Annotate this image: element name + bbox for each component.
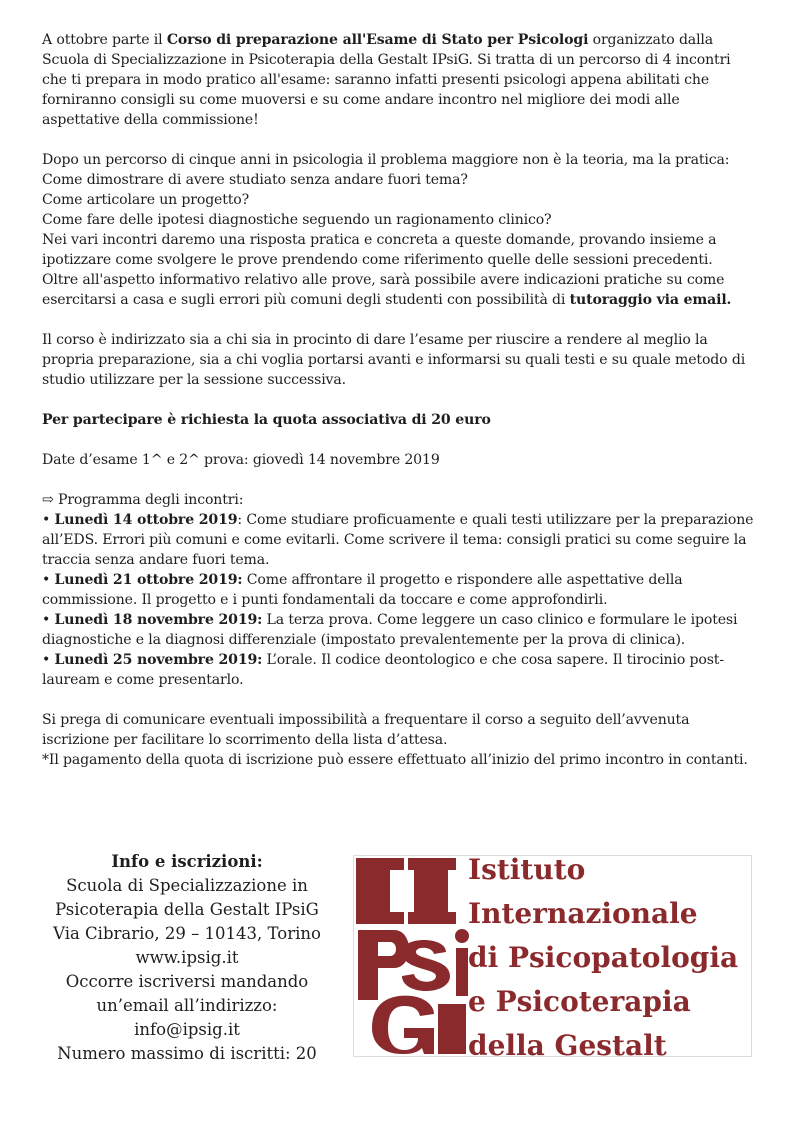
monogram-mark <box>356 858 469 1054</box>
school-address: Via Cibrario, 29 – 10143, Torino <box>53 924 321 943</box>
course-name: Corso di preparazione all'Esame di Stato per Psicologi <box>166 32 589 48</box>
email-link[interactable]: info@ipsig.it <box>134 1020 240 1039</box>
bullet: • <box>42 612 55 628</box>
max-participants: Numero massimo di iscritti: 20 <box>57 1044 317 1063</box>
notes-section <box>42 710 758 770</box>
program-item <box>42 610 758 650</box>
school-name: Scuola di Specializzazione in Psicoterapia della Gestalt IPsiG <box>55 876 319 919</box>
contact-title: Info e iscrizioni: <box>111 852 263 871</box>
program-item-text: : Come studiare proficuamente e quali testi utilizzare per la preparazione all’EDS. Errori più comuni e come evitarli. Come scrivere il tema: consigli pratici su come seguire la traccia senza andare fuori tema. <box>42 512 754 568</box>
contact-info <box>42 850 332 1066</box>
note-payment: *Il pagamento della quota di iscrizione può essere effettuato all’inizio del primo incontro in contanti. <box>42 752 748 768</box>
exam-dates: Date d’esame 1^ e 2^ prova: giovedì 14 novembre 2019 <box>42 452 440 468</box>
program-item-date: Lunedì 25 novembre 2019: <box>54 652 263 668</box>
answer-text: Nei vari incontri daremo una risposta pratica e concreta a queste domande, provando insieme a ipotizzare come svolgere le prove prendendo come riferimento quelle delle sessioni precedenti. <box>42 232 717 268</box>
program-item-date: Lunedì 18 novembre 2019: <box>54 612 263 628</box>
question-1: Come dimostrare di avere studiato senza andare fuori tema? <box>42 172 468 188</box>
logo-line-2: Internazionale <box>468 897 698 930</box>
website-link[interactable]: www.ipsig.it <box>135 948 239 967</box>
program-heading: ⇨ Programma degli incontri: <box>42 492 244 508</box>
bullet: • <box>42 652 55 668</box>
problem-statement: Dopo un percorso di cinque anni in psicologia il problema maggiore non è la teoria, ma la pratica: <box>42 152 730 168</box>
program-item-date: Lunedì 14 ottobre 2019 <box>54 512 238 528</box>
tutoring-highlight: tutoraggio via email. <box>569 292 732 308</box>
logo-line-1: Istituto <box>468 856 586 886</box>
fee-paragraph <box>42 410 758 430</box>
logo-graphic <box>354 856 751 1056</box>
intro-paragraph <box>42 30 758 130</box>
logo-line-3: di Psicopatologia <box>468 941 739 974</box>
bullet: • <box>42 512 55 528</box>
intro-text: A ottobre parte il <box>42 32 167 48</box>
note-waitlist: Si prega di comunicare eventuali impossibilità a frequentare il corso a seguito dell’avvenuta iscrizione per facilitare lo scorrimento della lista d’attesa. <box>42 712 690 748</box>
fee-notice: Per partecipare è richiesta la quota associativa di 20 euro <box>42 412 491 428</box>
program-item-text: Come affrontare il progetto e rispondere alle aspettative della commissione. Il progetto e i punti fondamentali da toccare e come approfondirli. <box>42 572 683 608</box>
bullet: • <box>42 572 55 588</box>
logo-line-4: e Psicoterapia <box>468 985 691 1018</box>
program-item <box>42 650 758 690</box>
audience-paragraph: Il corso è indirizzato sia a chi sia in procinto di dare l’esame per riuscire a rendere al meglio la propria preparazione, sia a chi voglia portarsi avanti e informarsi su quali testi e su quale metodo di studio utilizzare per la sessione successiva. <box>42 332 746 388</box>
problem-paragraph <box>42 150 758 310</box>
logo-line-5: della Gestalt <box>468 1029 667 1056</box>
program-item-text: L’orale. Il codice deontologico e che cosa sapere. Il tirocinio post-lauream e come presentarlo. <box>42 652 724 688</box>
flyer-body <box>42 30 758 790</box>
program-section <box>42 490 758 690</box>
ipsig-logo <box>353 855 752 1057</box>
program-item-text: La terza prova. Come leggere un caso clinico e formulare le ipotesi diagnostiche e la diagnosi differenziale (impostato prevalentemente per la prova di clinica). <box>42 612 738 648</box>
extra-info <box>42 270 758 310</box>
enroll-instructions: Occorre iscriversi mandando un’email all’indirizzo: <box>65 972 309 1015</box>
intro-text-continued: organizzato dalla Scuola di Specializzazione in Psicoterapia della Gestalt IPsiG. Si tratta di un percorso di 4 incontri che ti prepara in modo pratico all'esame: saranno infatti presenti psicologi appena abilitati che forniranno consigli su come muoversi e su come andare incontro nel migliore dei modi alle aspettative della commissione! <box>42 32 731 128</box>
program-item <box>42 570 758 610</box>
extra-info-text: Oltre all'aspetto informativo relativo alle prove, sarà possibile avere indicazioni pratiche su come esercitarsi a casa e sugli errori più comuni degli studenti con possibilità di <box>42 272 725 308</box>
question-3: Come fare delle ipotesi diagnostiche seguendo un ragionamento clinico? <box>42 212 552 228</box>
question-2: Come articolare un progetto? <box>42 192 250 208</box>
program-item-date: Lunedì 21 ottobre 2019: <box>54 572 243 588</box>
program-item <box>42 510 758 570</box>
